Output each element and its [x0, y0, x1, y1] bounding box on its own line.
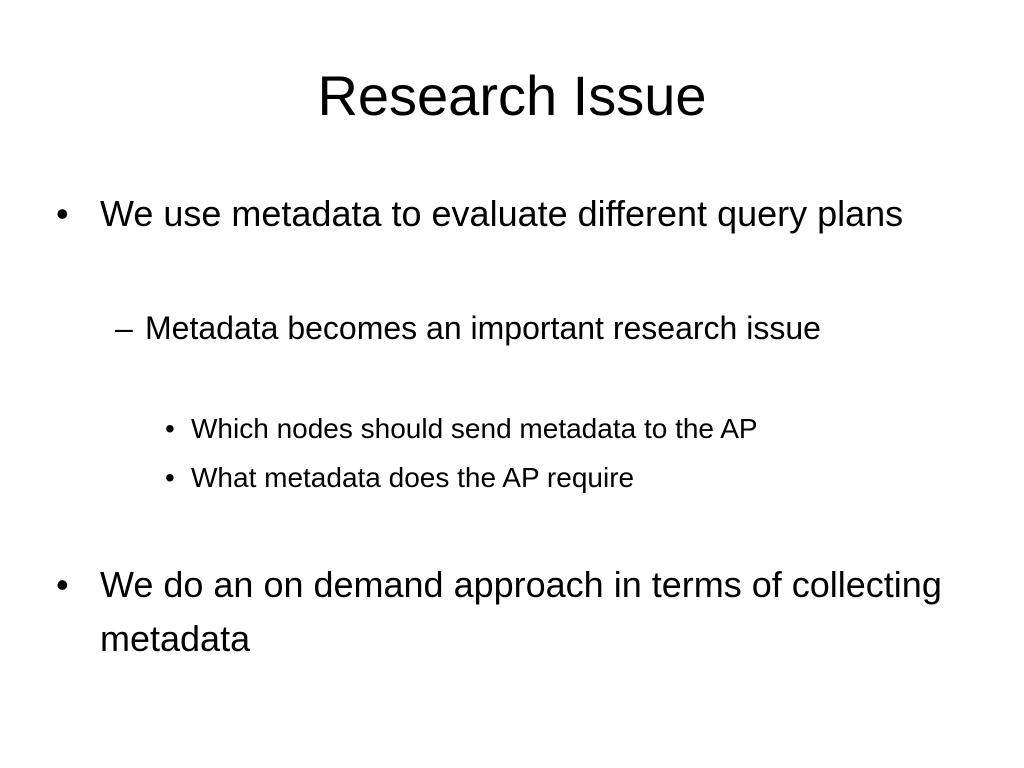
bullet-text: We do an on demand approach in terms of collecting metadata: [100, 564, 942, 659]
bullet-item-2: [115, 305, 945, 351]
bullet-item-3: [165, 410, 971, 448]
dash-marker: –: [115, 310, 133, 346]
bullet-marker: •: [56, 564, 69, 605]
bullet-text: What metadata does the AP require: [191, 462, 635, 493]
bullet-text: Which nodes should send metadata to the AP: [191, 413, 758, 444]
bullet-text: We use metadata to evaluate different query plans: [100, 193, 904, 234]
bullet-marker: •: [56, 193, 69, 234]
bullet-marker: •: [165, 413, 175, 444]
bullet-item-4: [165, 459, 971, 497]
bullet-item-5: [56, 558, 980, 666]
bullet-text: Metadata becomes an important research issue: [145, 310, 821, 346]
bullet-marker: •: [165, 462, 175, 493]
bullet-item-1: [56, 187, 980, 241]
slide-title: Research Issue: [317, 64, 707, 127]
